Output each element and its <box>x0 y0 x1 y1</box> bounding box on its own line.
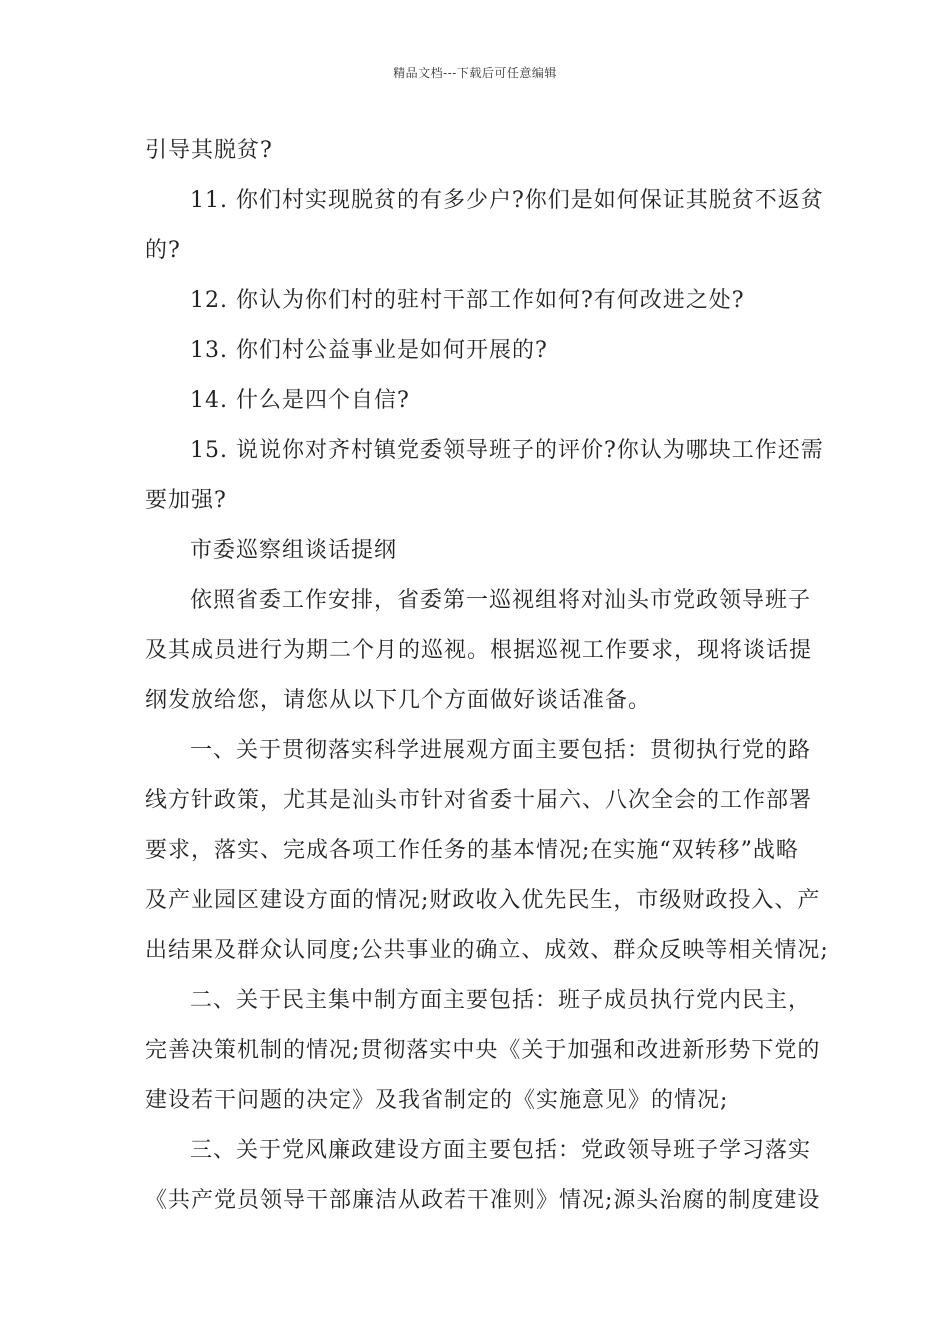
text-line: 二、关于民主集中制方面主要包括：班子成员执行党内民主， <box>190 988 812 1013</box>
document-body <box>145 129 829 1229</box>
page-header-watermark: 精品文档---下载后可任意编辑 <box>393 66 557 80</box>
text-line: 《共产党员领导干部廉洁从政若干准则》情况;源头治腐的制度建设 <box>145 1188 821 1213</box>
text-line: 依照省委工作安排，省委第一巡视组将对汕头市党政领导班子 <box>190 588 812 613</box>
text-line: 及产业园区建设方面的情况;财政收入优先民生，市级财政投入、产 <box>145 888 821 913</box>
text-line: 完善决策机制的情况;贯彻落实中央《关于加强和改进新形势下党的 <box>145 1038 821 1063</box>
text-line: 要求，落实、完成各项工作任务的基本情况;在实施“双转移”战略 <box>145 838 799 863</box>
text-line: 14. 什么是四个自信? <box>190 388 410 413</box>
text-line: 12. 你认为你们村的驻村干部工作如何?有何改进之处? <box>190 288 745 313</box>
text-line: 线方针政策，尤其是汕头市针对省委十届六、八次全会的工作部署 <box>145 788 813 813</box>
text-line: 纲发放给您，请您从以下几个方面做好谈话准备。 <box>145 688 652 713</box>
text-line: 13. 你们村公益事业是如何开展的? <box>190 338 548 363</box>
text-line: 市委巡察组谈话提纲 <box>190 538 398 563</box>
text-line: 及其成员进行为期二个月的巡视。根据巡视工作要求，现将谈话提 <box>145 638 813 663</box>
text-line: 建设若干问题的决定》及我省制定的《实施意见》的情况; <box>145 1088 729 1113</box>
text-line: 三、关于党风廉政建设方面主要包括：党政领导班子学习落实 <box>190 1138 812 1163</box>
text-line: 引导其脱贫? <box>145 138 273 163</box>
text-line: 15. 说说你对齐村镇党委领导班子的评价?你认为哪块工作还需 <box>190 438 824 463</box>
text-line: 的? <box>145 238 181 263</box>
text-line: 出结果及群众认同度;公共事业的确立、成效、群众反映等相关情况; <box>145 938 829 963</box>
text-line: 11. 你们村实现脱贫的有多少户?你们是如何保证其脱贫不返贫 <box>190 188 824 213</box>
text-line: 一、关于贯彻落实科学进展观方面主要包括：贯彻执行党的路 <box>190 738 812 763</box>
text-line: 要加强? <box>145 488 227 513</box>
